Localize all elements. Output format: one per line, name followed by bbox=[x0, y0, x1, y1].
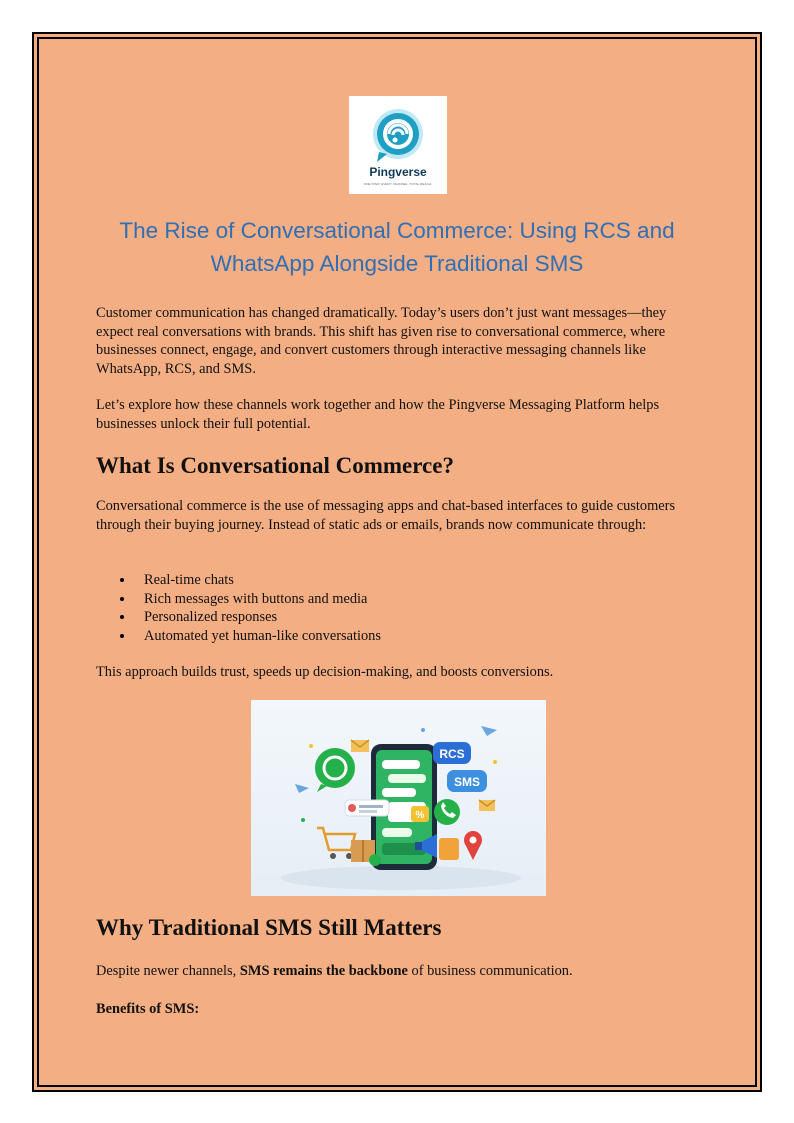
intro-paragraph-2: Let’s explore how these channels work together and how the Pingverse Messaging Platform helps businesses unlock their full potential. bbox=[96, 397, 660, 432]
percent-label: % bbox=[415, 810, 425, 821]
whatsapp-icon bbox=[315, 748, 355, 788]
section1-paragraph-1: Conversational commerce is the use of messaging apps and chat-based interfaces to guide customers through their buying journey. Instead of static ads or emails, brands now communicate through: bbox=[96, 498, 676, 533]
section2-paragraph-1 bbox=[96, 962, 696, 981]
rcs-label: RCS bbox=[439, 747, 465, 761]
sms-text-after: of business communication. bbox=[407, 963, 573, 979]
section-heading-conversational-commerce: What Is Conversational Commerce? bbox=[96, 453, 454, 478]
sms-text-before: Despite newer channels, bbox=[96, 963, 240, 979]
messaging-illustration bbox=[251, 700, 546, 896]
section1-paragraph-2: This approach builds trust, speeds up decision-making, and boosts conversions. bbox=[96, 664, 554, 680]
messaging-illustration-art bbox=[251, 700, 546, 896]
logo-tagline: ONE STEP. EVERY CHANNEL. TOTAL REACH. bbox=[363, 182, 433, 186]
list-item: Personalized responses bbox=[96, 608, 381, 627]
shopping-bag-icon bbox=[439, 838, 459, 860]
cart-icon bbox=[317, 828, 355, 850]
pingverse-logo bbox=[349, 96, 447, 194]
logo-wordmark: Pingverse bbox=[369, 165, 427, 179]
benefits-label: Benefits of SMS: bbox=[96, 1001, 200, 1017]
page bbox=[32, 32, 762, 1092]
sms-text-bold: SMS remains the backbone bbox=[239, 963, 408, 979]
logo-icon bbox=[349, 96, 447, 166]
document-title: The Rise of Conversational Commerce: Using RCS and WhatsApp Alongside Traditional SMS bbox=[119, 218, 675, 276]
paper-plane-icon bbox=[295, 784, 309, 793]
intro-paragraph-1: Customer communication has changed dramatically. Today’s users don’t just want messages—they expect real conversations with brands. This shift has given rise to conversational commerce, where businesses connect, engage, and convert customers through interactive messaging channels like WhatsApp, RCS, and SMS. bbox=[96, 305, 667, 377]
list-item: Real-time chats bbox=[96, 571, 381, 590]
feature-list bbox=[96, 571, 381, 645]
sms-label: SMS bbox=[453, 775, 481, 789]
section-heading-sms: Why Traditional SMS Still Matters bbox=[96, 915, 442, 940]
list-item: Automated yet human-like conversations bbox=[96, 627, 381, 646]
paper-plane-icon bbox=[481, 726, 497, 736]
list-item: Rich messages with buttons and media bbox=[96, 590, 381, 609]
